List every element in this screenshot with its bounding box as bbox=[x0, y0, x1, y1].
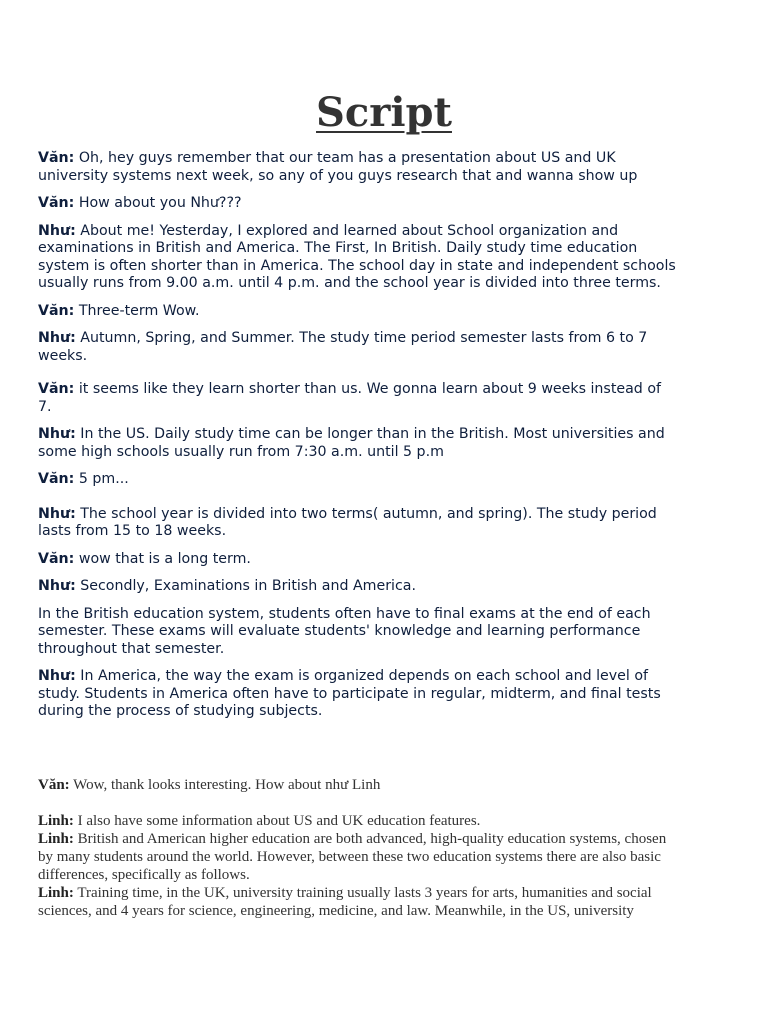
speaker-label: Như: bbox=[38, 330, 76, 346]
speaker-label: Như: bbox=[38, 668, 76, 684]
line-text: wow that is a long term. bbox=[74, 550, 251, 567]
speaker-label: Văn: bbox=[38, 777, 70, 793]
dialogue-line bbox=[38, 195, 678, 213]
line-text: I also have some information about US and UK education features. bbox=[73, 813, 481, 829]
serif-dialogue-block bbox=[38, 776, 678, 920]
line-text: Training time, in the UK, university training usually lasts 3 years for arts, humanities and social sciences, and 4 years for science, engineering, medicine, and law. Meanwhile, in the US, university bbox=[38, 885, 652, 919]
dialogue-line bbox=[38, 223, 678, 293]
line-text: The school year is divided into two terms( autumn, and spring). The study period lasts from 15 to 18 weeks. bbox=[38, 505, 657, 539]
line-text: Oh, hey guys remember that our team has a presentation about US and UK university systems next week, so any of you guys research that and wanna show up bbox=[38, 150, 638, 184]
speaker-label: Linh: bbox=[38, 813, 74, 829]
dialogue-line bbox=[38, 330, 678, 365]
speaker-label: Như: bbox=[38, 505, 76, 522]
speaker-label: Văn: bbox=[38, 195, 75, 211]
dialogue-line bbox=[38, 551, 678, 569]
dialogue-line bbox=[38, 471, 678, 489]
speaker-label: Như: bbox=[38, 426, 76, 442]
speaker-label: Văn: bbox=[38, 550, 75, 567]
narration-paragraph bbox=[38, 606, 678, 659]
dialogue-line bbox=[38, 578, 678, 596]
dialogue-line bbox=[38, 776, 678, 794]
dialogue-line bbox=[38, 884, 678, 920]
dialogue-line bbox=[38, 150, 678, 185]
line-text: How about you Như??? bbox=[74, 195, 242, 211]
line-text: Wow, thank looks interesting. How about như Linh bbox=[69, 777, 381, 793]
speaker-label: Văn: bbox=[38, 471, 75, 487]
dialogue-line bbox=[38, 506, 678, 541]
line-text: British and American higher education are both advanced, high-quality education systems, chosen by many students around the world. However, between these two education systems there are also basic differences, specifically as follows. bbox=[38, 831, 667, 883]
line-text: Autumn, Spring, and Summer. The study time period semester lasts from 6 to 7 weeks. bbox=[38, 330, 648, 364]
line-text: Secondly, Examinations in British and America. bbox=[75, 578, 416, 594]
dialogue-line bbox=[38, 381, 678, 416]
line-text: In the British education system, students often have to final exams at the end of each semester. These exams will evaluate students' knowledge and learning performance throughout that semester. bbox=[38, 605, 651, 657]
dialogue-line bbox=[38, 426, 678, 461]
speaker-label: Văn: bbox=[38, 302, 75, 319]
speaker-label: Như: bbox=[38, 222, 76, 239]
line-text: About me! Yesterday, I explored and learned about School organization and examinations in British and America. The First, In British. Daily study time education system is often shorter than in America. The school day in state and independent schools usually runs from 9.00 a.m. until 4 p.m. and the school year is divided into three terms. bbox=[38, 222, 676, 291]
speaker-label: Linh: bbox=[38, 885, 74, 901]
line-text: In America, the way the exam is organized depends on each school and level of study. Students in America often have to participate in regular, midterm, and final tests during the process of studying subjects. bbox=[38, 668, 661, 719]
line-text: 5 pm... bbox=[74, 471, 129, 487]
page-title: Script bbox=[316, 89, 452, 136]
speaker-label: Linh: bbox=[38, 831, 74, 847]
speaker-label: Như: bbox=[38, 578, 76, 594]
dialogue-line bbox=[38, 303, 678, 321]
dialogue-line bbox=[38, 668, 678, 721]
line-text: In the US. Daily study time can be longer than in the British. Most universities and some high schools usually run from 7:30 a.m. until 5 p.m bbox=[38, 426, 665, 460]
dialogue-line bbox=[38, 830, 678, 884]
speaker-label: Văn: bbox=[38, 150, 75, 166]
line-text: Three-term Wow. bbox=[74, 302, 200, 319]
dialogue-line bbox=[38, 812, 678, 830]
line-text: it seems like they learn shorter than us. We gonna learn about 9 weeks instead of 7. bbox=[38, 381, 661, 415]
speaker-label: Văn: bbox=[38, 381, 75, 397]
dialogue-block bbox=[38, 150, 678, 721]
